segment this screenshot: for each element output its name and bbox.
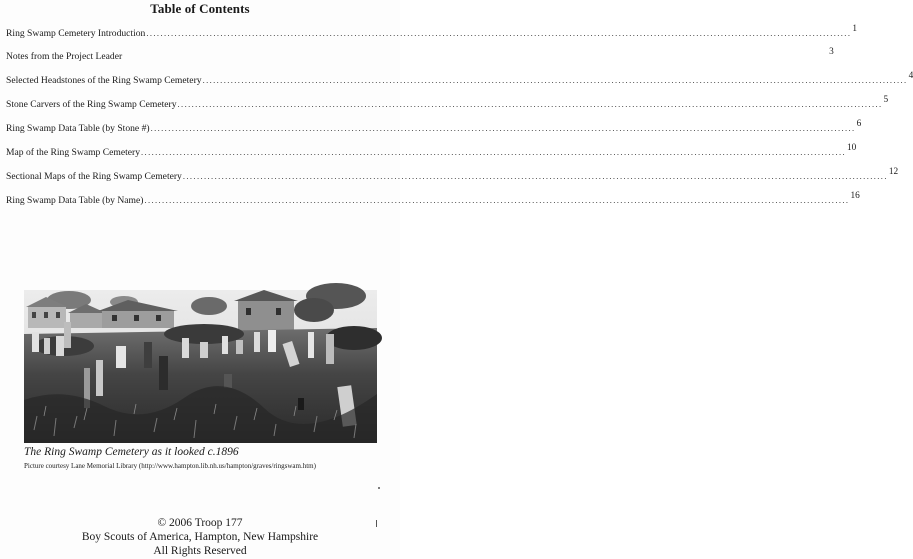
toc-dot-leader: ........................................................................................................................................................................................................	[150, 123, 856, 133]
toc-entry[interactable]	[6, 24, 858, 40]
toc-entry[interactable]	[6, 191, 860, 207]
toc-entry-label: Selected Headstones of the Ring Swamp Cemetery	[6, 75, 202, 86]
toc-entry-label: Sectional Maps of the Ring Swamp Cemetery	[6, 171, 182, 182]
toc-entry[interactable]	[6, 119, 862, 135]
photo-caption: The Ring Swamp Cemetery as it looked c.1896	[24, 446, 239, 458]
photo-credit: Picture courtesy Lane Memorial Library (http://www.hampton.lib.nh.us/hampton/graves/ringswam.htm)	[24, 462, 316, 470]
toc-entry[interactable]	[6, 167, 899, 183]
toc-entry-label: Map of the Ring Swamp Cemetery	[6, 147, 141, 158]
toc-entry[interactable]	[6, 95, 889, 111]
toc-entry-label: Ring Swamp Data Table (by Stone #)	[6, 123, 150, 134]
toc-heading: Table of Contents	[150, 1, 250, 16]
toc-entry[interactable]	[6, 71, 913, 87]
toc-entry-page: 4	[908, 71, 913, 81]
toc-entry-label: Stone Carvers of the Ring Swamp Cemetery	[6, 99, 177, 110]
copyright-line: © 2006 Troop 177	[157, 517, 243, 529]
toc-entry[interactable]	[6, 47, 834, 63]
organization-line: Boy Scouts of America, Hampton, New Hampshire	[81, 531, 319, 543]
cemetery-photo-graphic	[24, 290, 377, 443]
toc-entry-page: 3	[829, 47, 834, 57]
toc-entry-label: Notes from the Project Leader	[6, 51, 123, 62]
toc-dot-leader: ........................................................................................................................................................................................................	[182, 171, 888, 181]
toc-entry-page: 16	[850, 191, 860, 201]
toc-entry-label: Ring Swamp Cemetery Introduction	[6, 28, 146, 39]
rights-line: All Rights Reserved	[153, 545, 247, 557]
toc-entry-page: 1	[852, 24, 858, 34]
toc-dot-leader: ........................................................................................................................................................................................................	[141, 147, 847, 157]
toc-entry[interactable]	[6, 143, 857, 159]
toc-dot-leader: ........................................................................................................................................................................................................	[144, 195, 850, 205]
toc-entry-page: 6	[856, 119, 862, 129]
toc-entry-page: 10	[847, 143, 857, 153]
toc-dot-leader: ........................................................................................................................................................................................................	[202, 75, 908, 85]
toc-entry-page: 12	[888, 167, 899, 177]
toc-dot-leader: ........................................................................................................................................................................................................	[177, 99, 883, 109]
toc-dot-leader: ........................................................................................................................................................................................................	[146, 28, 852, 38]
toc-entry-page: 5	[883, 95, 889, 105]
cemetery-photo	[24, 290, 377, 443]
toc-entry-label: Ring Swamp Data Table (by Name)	[6, 195, 144, 206]
